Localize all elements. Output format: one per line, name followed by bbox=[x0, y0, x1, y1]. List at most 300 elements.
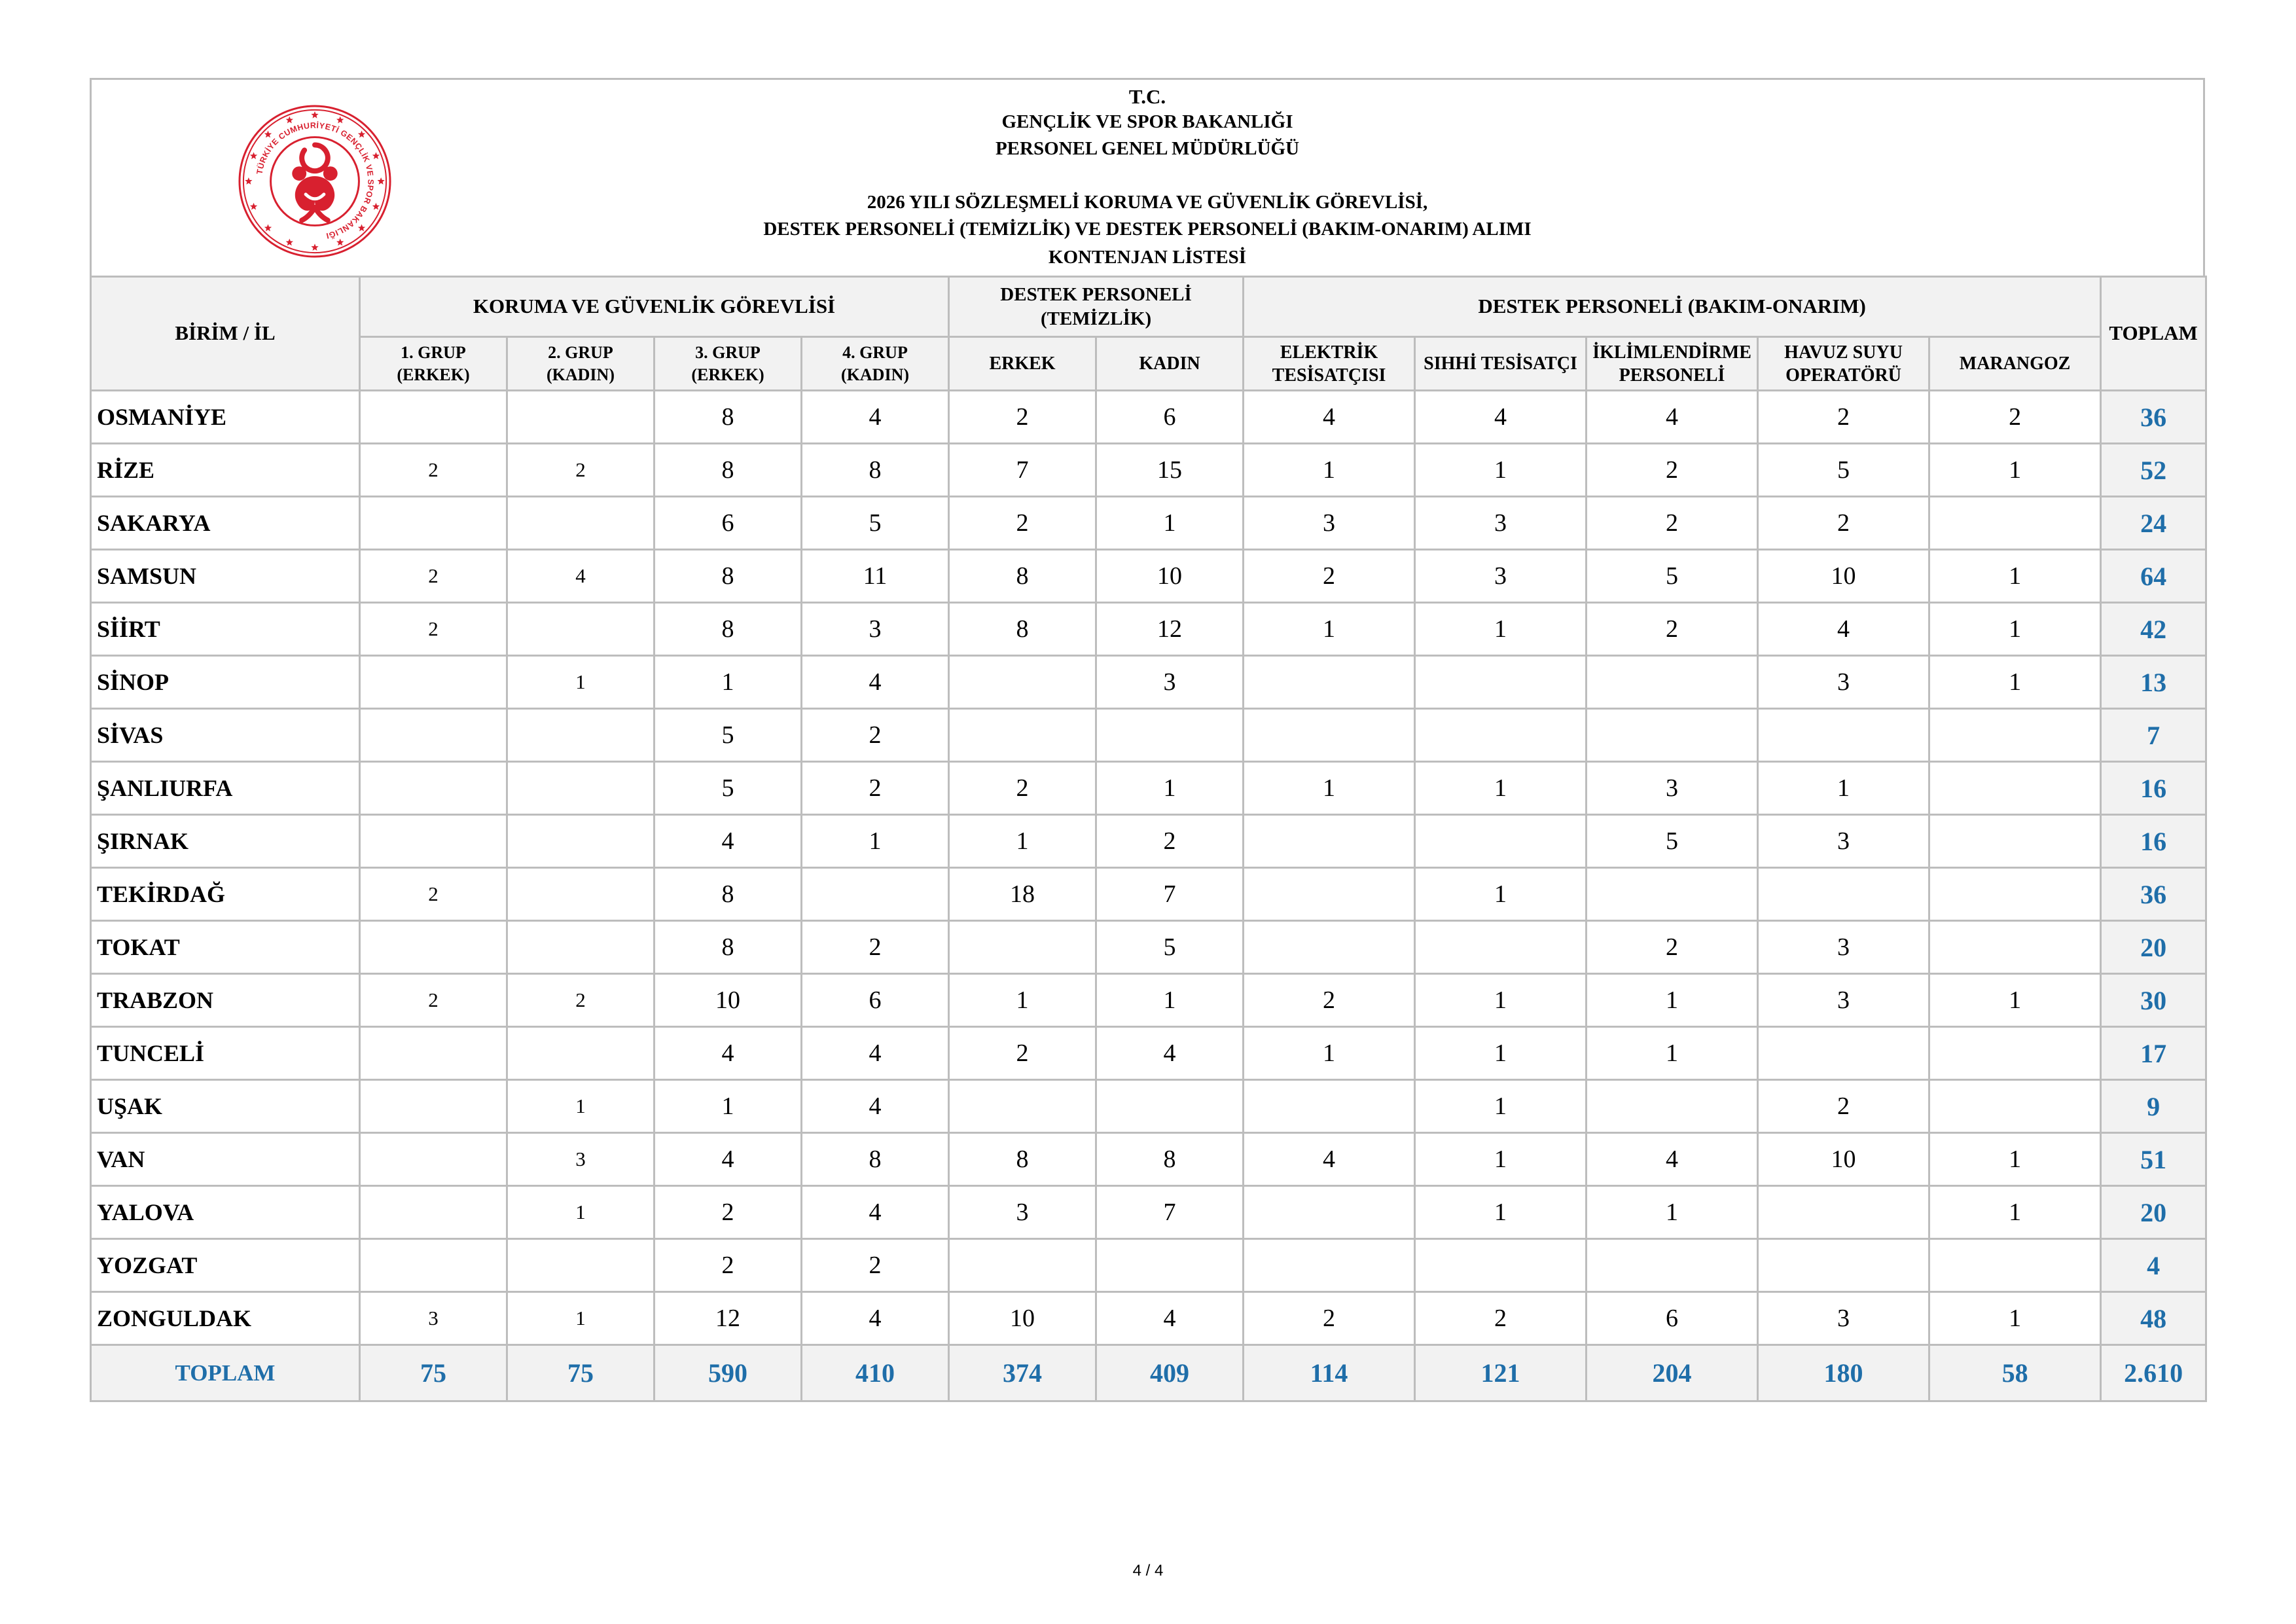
cell-value bbox=[360, 921, 507, 974]
total-value: 114 bbox=[1244, 1345, 1415, 1401]
table-row bbox=[91, 974, 2206, 1027]
cell-value bbox=[1244, 868, 1415, 921]
column-header-sub-line2: OPERATÖRÜ bbox=[1785, 365, 1901, 386]
cell-value: 5 bbox=[655, 762, 802, 815]
cell-value bbox=[1758, 709, 1929, 762]
cell-value: 5 bbox=[1587, 815, 1758, 868]
column-header-sub bbox=[655, 337, 802, 391]
cell-value: 8 bbox=[802, 444, 949, 497]
cell-value: 2 bbox=[802, 921, 949, 974]
cell-row-total: 64 bbox=[2101, 550, 2206, 603]
cell-il: ŞANLIURFA bbox=[91, 762, 360, 815]
cell-value bbox=[1244, 709, 1415, 762]
cell-row-total: 7 bbox=[2101, 709, 2206, 762]
cell-value: 2 bbox=[1758, 497, 1929, 550]
cell-il: UŞAK bbox=[91, 1080, 360, 1133]
table-row bbox=[91, 550, 2206, 603]
cell-value: 2 bbox=[1758, 391, 1929, 444]
cell-row-total: 16 bbox=[2101, 762, 2206, 815]
cell-value: 2 bbox=[1758, 1080, 1929, 1133]
cell-value: 1 bbox=[1758, 762, 1929, 815]
cell-value bbox=[1758, 1239, 1929, 1292]
cell-value bbox=[507, 709, 655, 762]
table-row bbox=[91, 497, 2206, 550]
cell-row-total: 17 bbox=[2101, 1027, 2206, 1080]
cell-il: TRABZON bbox=[91, 974, 360, 1027]
cell-row-total: 16 bbox=[2101, 815, 2206, 868]
cell-value bbox=[1096, 1239, 1244, 1292]
column-header-sub-line1: ELEKTRİK bbox=[1280, 342, 1378, 363]
table-row bbox=[91, 1239, 2206, 1292]
cell-value: 1 bbox=[1587, 974, 1758, 1027]
cell-row-total: 36 bbox=[2101, 868, 2206, 921]
table-row bbox=[91, 656, 2206, 709]
cell-value bbox=[949, 1080, 1096, 1133]
header-line-title-2: DESTEK PERSONELİ (TEMİZLİK) VE DESTEK PERSONELİ (BAKIM-ONARIM) ALIMI bbox=[763, 219, 1532, 240]
table-row bbox=[91, 1027, 2206, 1080]
cell-value: 1 bbox=[655, 656, 802, 709]
cell-il: SİİRT bbox=[91, 603, 360, 656]
cell-value: 5 bbox=[1096, 921, 1244, 974]
cell-value bbox=[1244, 1080, 1415, 1133]
cell-row-total: 20 bbox=[2101, 921, 2206, 974]
column-header-birim: BİRİM / İL bbox=[91, 277, 360, 391]
cell-value: 8 bbox=[655, 391, 802, 444]
cell-value: 6 bbox=[1587, 1292, 1758, 1345]
cell-value bbox=[360, 1133, 507, 1186]
cell-value bbox=[360, 709, 507, 762]
table-row bbox=[91, 603, 2206, 656]
cell-value: 10 bbox=[1758, 1133, 1929, 1186]
cell-value bbox=[949, 921, 1096, 974]
table-row bbox=[91, 1080, 2206, 1133]
cell-value bbox=[1929, 1080, 2101, 1133]
cell-value: 2 bbox=[360, 868, 507, 921]
cell-value bbox=[1929, 762, 2101, 815]
cell-value: 1 bbox=[802, 815, 949, 868]
cell-value: 4 bbox=[1415, 391, 1587, 444]
cell-value: 2 bbox=[507, 444, 655, 497]
cell-value: 8 bbox=[655, 868, 802, 921]
grand-total: 2.610 bbox=[2101, 1345, 2206, 1401]
document-sheet bbox=[90, 78, 2205, 1402]
table-row bbox=[91, 1292, 2206, 1345]
column-header-sub-line1: ERKEK bbox=[989, 353, 1056, 374]
table-header bbox=[91, 277, 2206, 391]
cell-value: 1 bbox=[1415, 762, 1587, 815]
cell-value: 5 bbox=[802, 497, 949, 550]
cell-value bbox=[360, 391, 507, 444]
page-number: 4 / 4 bbox=[1132, 1562, 1164, 1579]
cell-value: 1 bbox=[1929, 1186, 2101, 1239]
cell-value bbox=[949, 709, 1096, 762]
logo-star bbox=[245, 177, 252, 185]
column-header-sub-line1: İKLİMLENDİRME bbox=[1592, 342, 1751, 363]
cell-value: 1 bbox=[1415, 1080, 1587, 1133]
cell-value bbox=[1415, 656, 1587, 709]
table-body bbox=[91, 391, 2206, 1345]
column-header-sub-line2: (ERKEK) bbox=[691, 365, 764, 384]
cell-row-total: 30 bbox=[2101, 974, 2206, 1027]
cell-value bbox=[802, 868, 949, 921]
cell-value bbox=[1096, 709, 1244, 762]
cell-value: 2 bbox=[949, 1027, 1096, 1080]
cell-value: 1 bbox=[1415, 1133, 1587, 1186]
cell-value: 2 bbox=[1587, 603, 1758, 656]
cell-value: 4 bbox=[1244, 1133, 1415, 1186]
cell-value: 7 bbox=[949, 444, 1096, 497]
group-header-temizlik-line1: DESTEK PERSONELİ bbox=[1000, 284, 1192, 306]
cell-value: 1 bbox=[949, 815, 1096, 868]
cell-value: 1 bbox=[1415, 868, 1587, 921]
cell-value bbox=[507, 921, 655, 974]
column-header-sub bbox=[507, 337, 655, 391]
cell-row-total: 13 bbox=[2101, 656, 2206, 709]
cell-value: 4 bbox=[802, 1292, 949, 1345]
table-row bbox=[91, 391, 2206, 444]
cell-value: 2 bbox=[802, 1239, 949, 1292]
column-header-sub-line1: 4. GRUP bbox=[842, 342, 908, 362]
column-header-sub bbox=[1929, 337, 2101, 391]
cell-value bbox=[360, 1080, 507, 1133]
cell-value: 4 bbox=[1096, 1027, 1244, 1080]
cell-value: 10 bbox=[1758, 550, 1929, 603]
cell-value bbox=[1758, 868, 1929, 921]
cell-value: 4 bbox=[1244, 391, 1415, 444]
cell-value bbox=[1929, 815, 2101, 868]
cell-il: ZONGULDAK bbox=[91, 1292, 360, 1345]
logo-star bbox=[377, 177, 384, 185]
table-row bbox=[91, 1186, 2206, 1239]
cell-value: 2 bbox=[802, 709, 949, 762]
cell-value: 3 bbox=[1758, 921, 1929, 974]
cell-value: 5 bbox=[1587, 550, 1758, 603]
cell-value: 1 bbox=[655, 1080, 802, 1133]
cell-value: 1 bbox=[1244, 1027, 1415, 1080]
cell-value: 1 bbox=[1929, 444, 2101, 497]
cell-value: 1 bbox=[1415, 1027, 1587, 1080]
cell-value bbox=[360, 1239, 507, 1292]
cell-value bbox=[1244, 656, 1415, 709]
header-line-title-1: 2026 YILI SÖZLEŞMELİ KORUMA VE GÜVENLİK GÖREVLİSİ, bbox=[867, 192, 1428, 213]
column-header-sub bbox=[802, 337, 949, 391]
column-header-toplam: TOPLAM bbox=[2101, 277, 2206, 391]
cell-value bbox=[507, 603, 655, 656]
column-header-sub-line1: 3. GRUP bbox=[695, 342, 761, 362]
cell-value: 4 bbox=[507, 550, 655, 603]
cell-value: 1 bbox=[507, 1292, 655, 1345]
cell-value: 8 bbox=[949, 550, 1096, 603]
cell-value bbox=[1587, 656, 1758, 709]
cell-value: 2 bbox=[1244, 974, 1415, 1027]
cell-value: 2 bbox=[1415, 1292, 1587, 1345]
cell-value bbox=[1758, 1027, 1929, 1080]
header-line-tc: T.C. bbox=[1128, 85, 1166, 108]
cell-value: 8 bbox=[949, 603, 1096, 656]
group-header-temizlik-line2: (TEMİZLİK) bbox=[1040, 308, 1152, 329]
document-header bbox=[90, 78, 2205, 276]
cell-value bbox=[360, 1027, 507, 1080]
cell-value bbox=[949, 656, 1096, 709]
cell-value bbox=[507, 815, 655, 868]
cell-value: 2 bbox=[360, 974, 507, 1027]
cell-row-total: 4 bbox=[2101, 1239, 2206, 1292]
cell-row-total: 9 bbox=[2101, 1080, 2206, 1133]
cell-value: 1 bbox=[1929, 656, 2101, 709]
cell-value: 3 bbox=[1758, 815, 1929, 868]
cell-value: 1 bbox=[1096, 974, 1244, 1027]
cell-value: 3 bbox=[1758, 1292, 1929, 1345]
column-header-sub-line2: TESİSATÇISI bbox=[1272, 365, 1386, 386]
table-footer bbox=[91, 1345, 2206, 1401]
table-row bbox=[91, 868, 2206, 921]
cell-value: 2 bbox=[1587, 444, 1758, 497]
cell-value: 2 bbox=[360, 444, 507, 497]
cell-value: 8 bbox=[949, 1133, 1096, 1186]
group-header-bakim-onarim: DESTEK PERSONELİ (BAKIM-ONARIM) bbox=[1244, 277, 2101, 337]
cell-il: ŞIRNAK bbox=[91, 815, 360, 868]
total-row bbox=[91, 1345, 2206, 1401]
column-header-sub bbox=[1096, 337, 1244, 391]
cell-value: 1 bbox=[1415, 1186, 1587, 1239]
cell-value: 12 bbox=[1096, 603, 1244, 656]
total-value: 410 bbox=[802, 1345, 949, 1401]
cell-value: 4 bbox=[802, 656, 949, 709]
column-header-sub-line1: MARANGOZ bbox=[1959, 353, 2071, 374]
cell-value: 2 bbox=[360, 603, 507, 656]
cell-value: 3 bbox=[949, 1186, 1096, 1239]
cell-value bbox=[1758, 1186, 1929, 1239]
cell-il: TOKAT bbox=[91, 921, 360, 974]
cell-value: 4 bbox=[802, 1186, 949, 1239]
cell-value: 4 bbox=[655, 1133, 802, 1186]
cell-row-total: 36 bbox=[2101, 391, 2206, 444]
cell-il: SİVAS bbox=[91, 709, 360, 762]
cell-value bbox=[507, 1027, 655, 1080]
cell-value bbox=[1244, 921, 1415, 974]
cell-il: VAN bbox=[91, 1133, 360, 1186]
total-value: 180 bbox=[1758, 1345, 1929, 1401]
cell-value bbox=[1244, 815, 1415, 868]
cell-value: 8 bbox=[655, 550, 802, 603]
cell-value: 2 bbox=[1929, 391, 2101, 444]
header-line-directorate: PERSONEL GENEL MÜDÜRLÜĞÜ bbox=[995, 138, 1300, 159]
cell-value: 1 bbox=[1415, 444, 1587, 497]
cell-value bbox=[507, 762, 655, 815]
cell-value: 4 bbox=[802, 1080, 949, 1133]
cell-value: 8 bbox=[655, 921, 802, 974]
total-value: 409 bbox=[1096, 1345, 1244, 1401]
cell-value bbox=[507, 1239, 655, 1292]
cell-value: 2 bbox=[1587, 497, 1758, 550]
cell-value bbox=[1929, 868, 2101, 921]
total-value: 590 bbox=[655, 1345, 802, 1401]
cell-value bbox=[1929, 1239, 2101, 1292]
cell-value: 10 bbox=[949, 1292, 1096, 1345]
cell-value: 3 bbox=[507, 1133, 655, 1186]
cell-value: 2 bbox=[802, 762, 949, 815]
logo-ring-text: TÜRKİYE CUMHURİYETİ GENÇLİK VE SPOR BAKANLIĞI bbox=[255, 120, 376, 241]
column-header-sub-line1: 2. GRUP bbox=[548, 342, 613, 362]
cell-value: 1 bbox=[507, 656, 655, 709]
cell-row-total: 52 bbox=[2101, 444, 2206, 497]
table-row bbox=[91, 762, 2206, 815]
cell-value bbox=[360, 497, 507, 550]
cell-value: 4 bbox=[655, 1027, 802, 1080]
column-header-sub bbox=[1244, 337, 1415, 391]
cell-value: 7 bbox=[1096, 1186, 1244, 1239]
cell-value: 6 bbox=[655, 497, 802, 550]
cell-value: 6 bbox=[802, 974, 949, 1027]
cell-value: 1 bbox=[1415, 603, 1587, 656]
cell-value: 2 bbox=[949, 762, 1096, 815]
cell-row-total: 42 bbox=[2101, 603, 2206, 656]
cell-value bbox=[360, 762, 507, 815]
column-header-sub bbox=[1587, 337, 1758, 391]
group-header-koruma: KORUMA VE GÜVENLİK GÖREVLİSİ bbox=[360, 277, 949, 337]
cell-value: 3 bbox=[1415, 497, 1587, 550]
column-header-sub-line1: 1. GRUP bbox=[401, 342, 466, 362]
table-row bbox=[91, 921, 2206, 974]
cell-il: RİZE bbox=[91, 444, 360, 497]
cell-value bbox=[949, 1239, 1096, 1292]
cell-value: 1 bbox=[507, 1080, 655, 1133]
cell-value: 2 bbox=[1244, 550, 1415, 603]
table-row bbox=[91, 709, 2206, 762]
column-header-sub-line1: KADIN bbox=[1139, 353, 1200, 374]
cell-value: 1 bbox=[1244, 603, 1415, 656]
cell-value: 1 bbox=[1587, 1186, 1758, 1239]
cell-value bbox=[1244, 1239, 1415, 1292]
cell-value: 1 bbox=[1415, 974, 1587, 1027]
cell-value: 1 bbox=[1929, 550, 2101, 603]
group-header-temizlik bbox=[949, 277, 1244, 337]
cell-il: OSMANİYE bbox=[91, 391, 360, 444]
cell-value: 5 bbox=[655, 709, 802, 762]
cell-value bbox=[507, 391, 655, 444]
cell-value: 4 bbox=[1587, 1133, 1758, 1186]
cell-value: 4 bbox=[1758, 603, 1929, 656]
total-value: 121 bbox=[1415, 1345, 1587, 1401]
cell-value: 1 bbox=[1929, 1292, 2101, 1345]
column-header-sub bbox=[1758, 337, 1929, 391]
cell-value bbox=[360, 815, 507, 868]
cell-value: 3 bbox=[1758, 974, 1929, 1027]
cell-value: 4 bbox=[1096, 1292, 1244, 1345]
cell-value: 2 bbox=[949, 497, 1096, 550]
cell-value: 10 bbox=[655, 974, 802, 1027]
cell-value: 8 bbox=[1096, 1133, 1244, 1186]
cell-value: 18 bbox=[949, 868, 1096, 921]
total-value: 75 bbox=[360, 1345, 507, 1401]
column-header-sub-line1: HAVUZ SUYU bbox=[1784, 342, 1903, 363]
cell-value: 10 bbox=[1096, 550, 1244, 603]
cell-value: 1 bbox=[1929, 1133, 2101, 1186]
cell-value bbox=[360, 1186, 507, 1239]
cell-value: 8 bbox=[655, 444, 802, 497]
column-header-sub-line2: (ERKEK) bbox=[397, 365, 470, 384]
cell-value bbox=[1415, 1239, 1587, 1292]
cell-value: 1 bbox=[1096, 762, 1244, 815]
cell-value: 4 bbox=[655, 815, 802, 868]
cell-il: SAMSUN bbox=[91, 550, 360, 603]
cell-value: 1 bbox=[1929, 603, 2101, 656]
cell-value bbox=[1096, 1080, 1244, 1133]
cell-value: 3 bbox=[1587, 762, 1758, 815]
cell-value: 8 bbox=[802, 1133, 949, 1186]
cell-value: 2 bbox=[507, 974, 655, 1027]
cell-value: 2 bbox=[655, 1239, 802, 1292]
cell-value bbox=[1415, 709, 1587, 762]
cell-row-total: 20 bbox=[2101, 1186, 2206, 1239]
column-header-sub-line2: (KADIN) bbox=[547, 365, 615, 384]
cell-value: 12 bbox=[655, 1292, 802, 1345]
table-row bbox=[91, 1133, 2206, 1186]
cell-value: 3 bbox=[1415, 550, 1587, 603]
column-header-sub-line2: PERSONELİ bbox=[1619, 365, 1725, 386]
cell-value: 1 bbox=[507, 1186, 655, 1239]
cell-value: 3 bbox=[802, 603, 949, 656]
cell-value: 2 bbox=[1096, 815, 1244, 868]
cell-value bbox=[1929, 709, 2101, 762]
cell-row-total: 51 bbox=[2101, 1133, 2206, 1186]
cell-value: 3 bbox=[1758, 656, 1929, 709]
cell-value: 15 bbox=[1096, 444, 1244, 497]
total-value: 58 bbox=[1929, 1345, 2101, 1401]
cell-value bbox=[507, 868, 655, 921]
cell-value bbox=[1415, 921, 1587, 974]
cell-value bbox=[1587, 709, 1758, 762]
cell-row-total: 24 bbox=[2101, 497, 2206, 550]
cell-value: 1 bbox=[1587, 1027, 1758, 1080]
cell-value: 2 bbox=[655, 1186, 802, 1239]
cell-value bbox=[360, 656, 507, 709]
column-header-sub-line1: SIHHİ TESİSATÇI bbox=[1424, 353, 1577, 374]
cell-value bbox=[1929, 921, 2101, 974]
cell-value bbox=[1244, 1186, 1415, 1239]
cell-value: 2 bbox=[1587, 921, 1758, 974]
cell-value bbox=[1587, 1239, 1758, 1292]
cell-value: 6 bbox=[1096, 391, 1244, 444]
cell-value: 1 bbox=[1929, 974, 2101, 1027]
cell-value: 4 bbox=[802, 391, 949, 444]
table-row bbox=[91, 444, 2206, 497]
cell-il: YOZGAT bbox=[91, 1239, 360, 1292]
total-value: 374 bbox=[949, 1345, 1096, 1401]
column-header-sub bbox=[1415, 337, 1587, 391]
column-header-sub bbox=[949, 337, 1096, 391]
cell-value: 2 bbox=[949, 391, 1096, 444]
cell-value: 1 bbox=[949, 974, 1096, 1027]
total-label: TOPLAM bbox=[91, 1345, 360, 1401]
cell-value bbox=[1415, 815, 1587, 868]
cell-value: 2 bbox=[1244, 1292, 1415, 1345]
cell-il: SİNOP bbox=[91, 656, 360, 709]
cell-il: TUNCELİ bbox=[91, 1027, 360, 1080]
cell-value: 1 bbox=[1244, 444, 1415, 497]
cell-row-total: 48 bbox=[2101, 1292, 2206, 1345]
cell-value: 4 bbox=[1587, 391, 1758, 444]
cell-value: 3 bbox=[1244, 497, 1415, 550]
cell-value: 2 bbox=[360, 550, 507, 603]
total-value: 204 bbox=[1587, 1345, 1758, 1401]
cell-il: YALOVA bbox=[91, 1186, 360, 1239]
cell-value: 7 bbox=[1096, 868, 1244, 921]
cell-value bbox=[1587, 1080, 1758, 1133]
cell-value bbox=[1929, 497, 2101, 550]
column-header-sub bbox=[360, 337, 507, 391]
cell-value: 1 bbox=[1244, 762, 1415, 815]
